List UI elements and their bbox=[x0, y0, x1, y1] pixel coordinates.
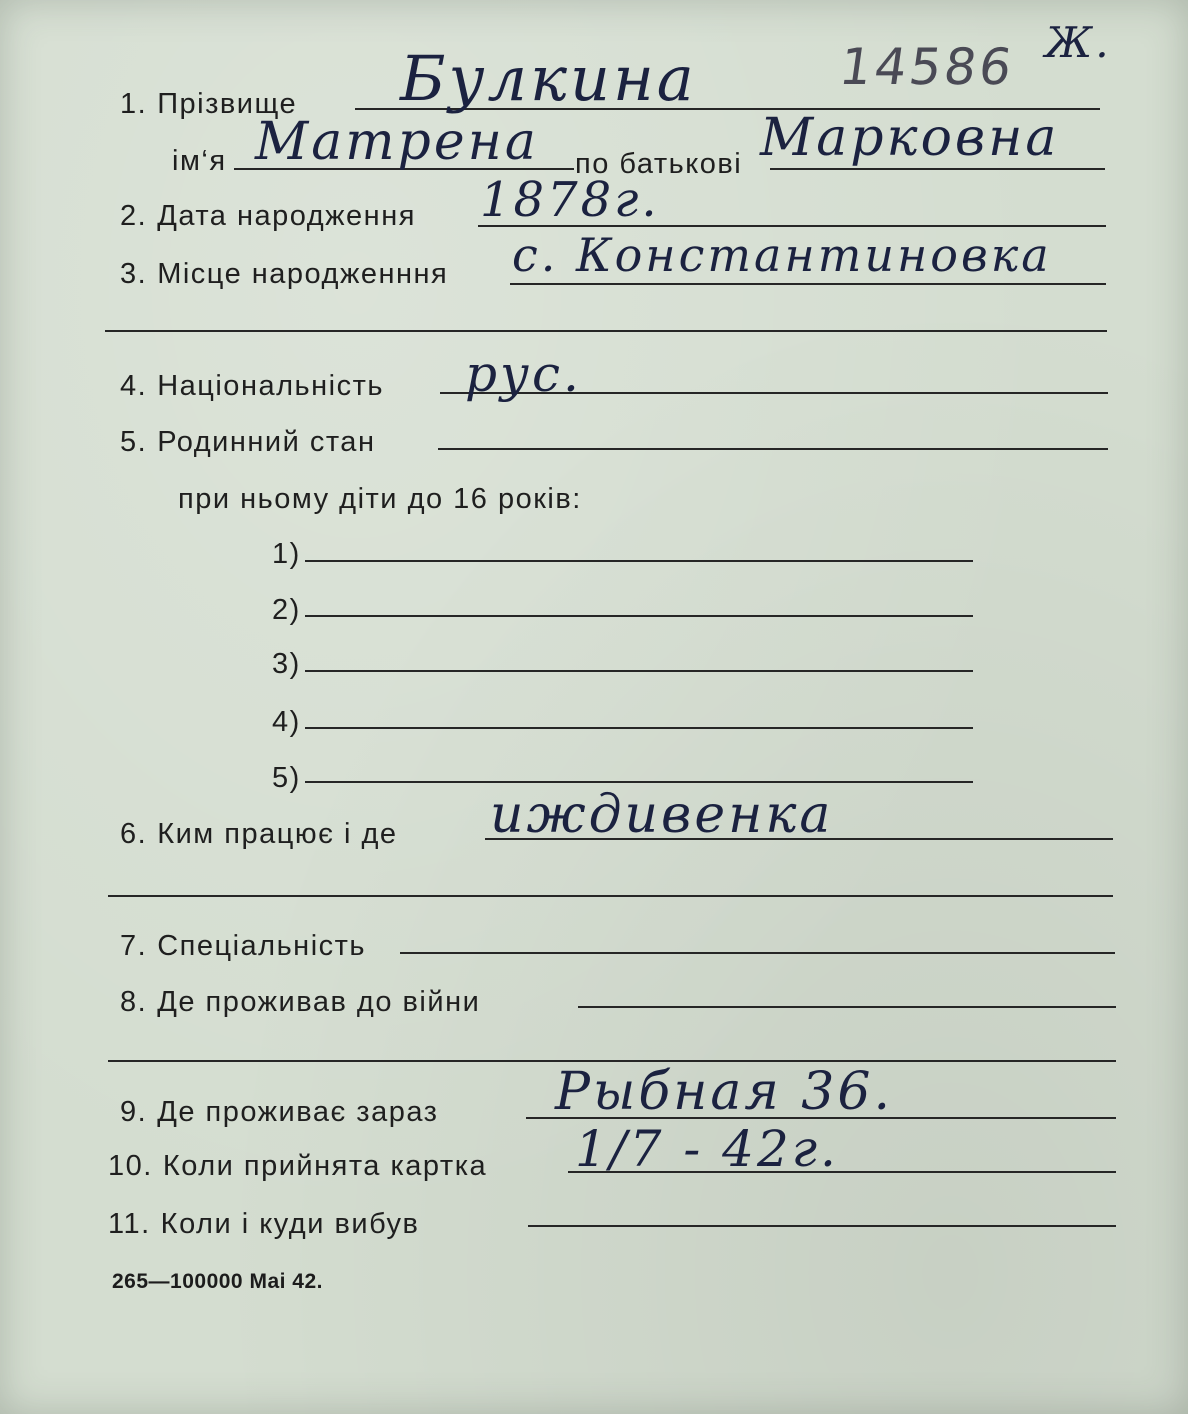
field-9-text: Де проживає зараз bbox=[157, 1096, 439, 1128]
child-3-label: 3) bbox=[272, 648, 301, 680]
field-4-text: Національність bbox=[157, 370, 384, 402]
birth-place-value: с. Константиновка bbox=[512, 228, 1052, 282]
birth-place-line bbox=[510, 283, 1106, 285]
field-4-num: 4. bbox=[120, 370, 148, 402]
occupation-line-2 bbox=[108, 895, 1113, 897]
field-1-num: 1. bbox=[120, 88, 148, 120]
child-1-line bbox=[305, 560, 973, 562]
field-9-num: 9. bbox=[120, 1096, 148, 1128]
child-2-label: 2) bbox=[272, 594, 301, 626]
surname-value: Булкина bbox=[400, 42, 697, 115]
field-7-num: 7. bbox=[120, 930, 148, 962]
field-5-num: 5. bbox=[120, 426, 148, 458]
field-8-label bbox=[120, 986, 480, 1019]
field-8-num: 8. bbox=[120, 986, 148, 1018]
patronymic-value: Марковна bbox=[760, 108, 1060, 168]
field-8-text: Де проживав до війни bbox=[157, 986, 481, 1018]
first-name-label: ім‘я bbox=[172, 145, 227, 177]
field-11-label bbox=[108, 1208, 419, 1241]
field-3-label bbox=[120, 258, 448, 291]
card-accepted-value: 1/7 - 42г. bbox=[575, 1120, 839, 1178]
field-10-text: Коли прийнята картка bbox=[162, 1150, 488, 1182]
field-1-text: Прізвище bbox=[157, 88, 298, 120]
field-2-label bbox=[120, 200, 416, 233]
field-7-text: Спеціальність bbox=[157, 930, 367, 962]
prewar-residence-line bbox=[578, 1006, 1116, 1008]
field-2-text: Дата народження bbox=[157, 200, 416, 232]
field-11-num: 11. bbox=[108, 1208, 151, 1240]
departed-line bbox=[528, 1225, 1116, 1227]
children-label: при ньому діти до 16 років: bbox=[178, 483, 582, 515]
field-6-num: 6. bbox=[120, 818, 148, 850]
field-7-label bbox=[120, 930, 366, 963]
child-1-label: 1) bbox=[272, 538, 301, 570]
first-name-value: Матрена bbox=[255, 112, 539, 172]
patronymic-label: по батькові bbox=[575, 148, 743, 180]
field-5-text: Родинний стан bbox=[157, 426, 376, 458]
child-4-line bbox=[305, 727, 973, 729]
birth-place-line-2 bbox=[105, 330, 1107, 332]
field-3-text: Місце народженння bbox=[157, 258, 449, 290]
occupation-value: иждивенка bbox=[490, 785, 834, 845]
child-4-label: 4) bbox=[272, 706, 301, 738]
print-code: 265—100000 Mai 42. bbox=[112, 1270, 323, 1293]
field-5-label bbox=[120, 426, 375, 459]
current-residence-value: Рыбная 36. bbox=[555, 1062, 893, 1122]
birth-date-value: 1878г. bbox=[480, 172, 660, 228]
family-status-line bbox=[438, 448, 1108, 450]
card-number-value: 14586 bbox=[835, 38, 1019, 96]
child-2-line bbox=[305, 615, 973, 617]
mark-value: Ж. bbox=[1045, 18, 1112, 67]
patronymic-line bbox=[770, 168, 1105, 170]
child-3-line bbox=[305, 670, 973, 672]
field-6-label bbox=[120, 818, 398, 851]
field-10-label bbox=[108, 1150, 487, 1183]
child-5-line bbox=[305, 781, 973, 783]
specialty-line bbox=[400, 952, 1115, 954]
field-11-text: Коли і куди вибув bbox=[160, 1208, 420, 1240]
child-5-label: 5) bbox=[272, 762, 301, 794]
field-3-num: 3. bbox=[120, 258, 148, 290]
field-2-num: 2. bbox=[120, 200, 148, 232]
field-4-label bbox=[120, 370, 384, 403]
field-6-text: Ким працює і де bbox=[157, 818, 398, 850]
field-10-num: 10. bbox=[108, 1150, 153, 1182]
nationality-value: рус. bbox=[465, 345, 582, 403]
field-9-label bbox=[120, 1096, 438, 1129]
